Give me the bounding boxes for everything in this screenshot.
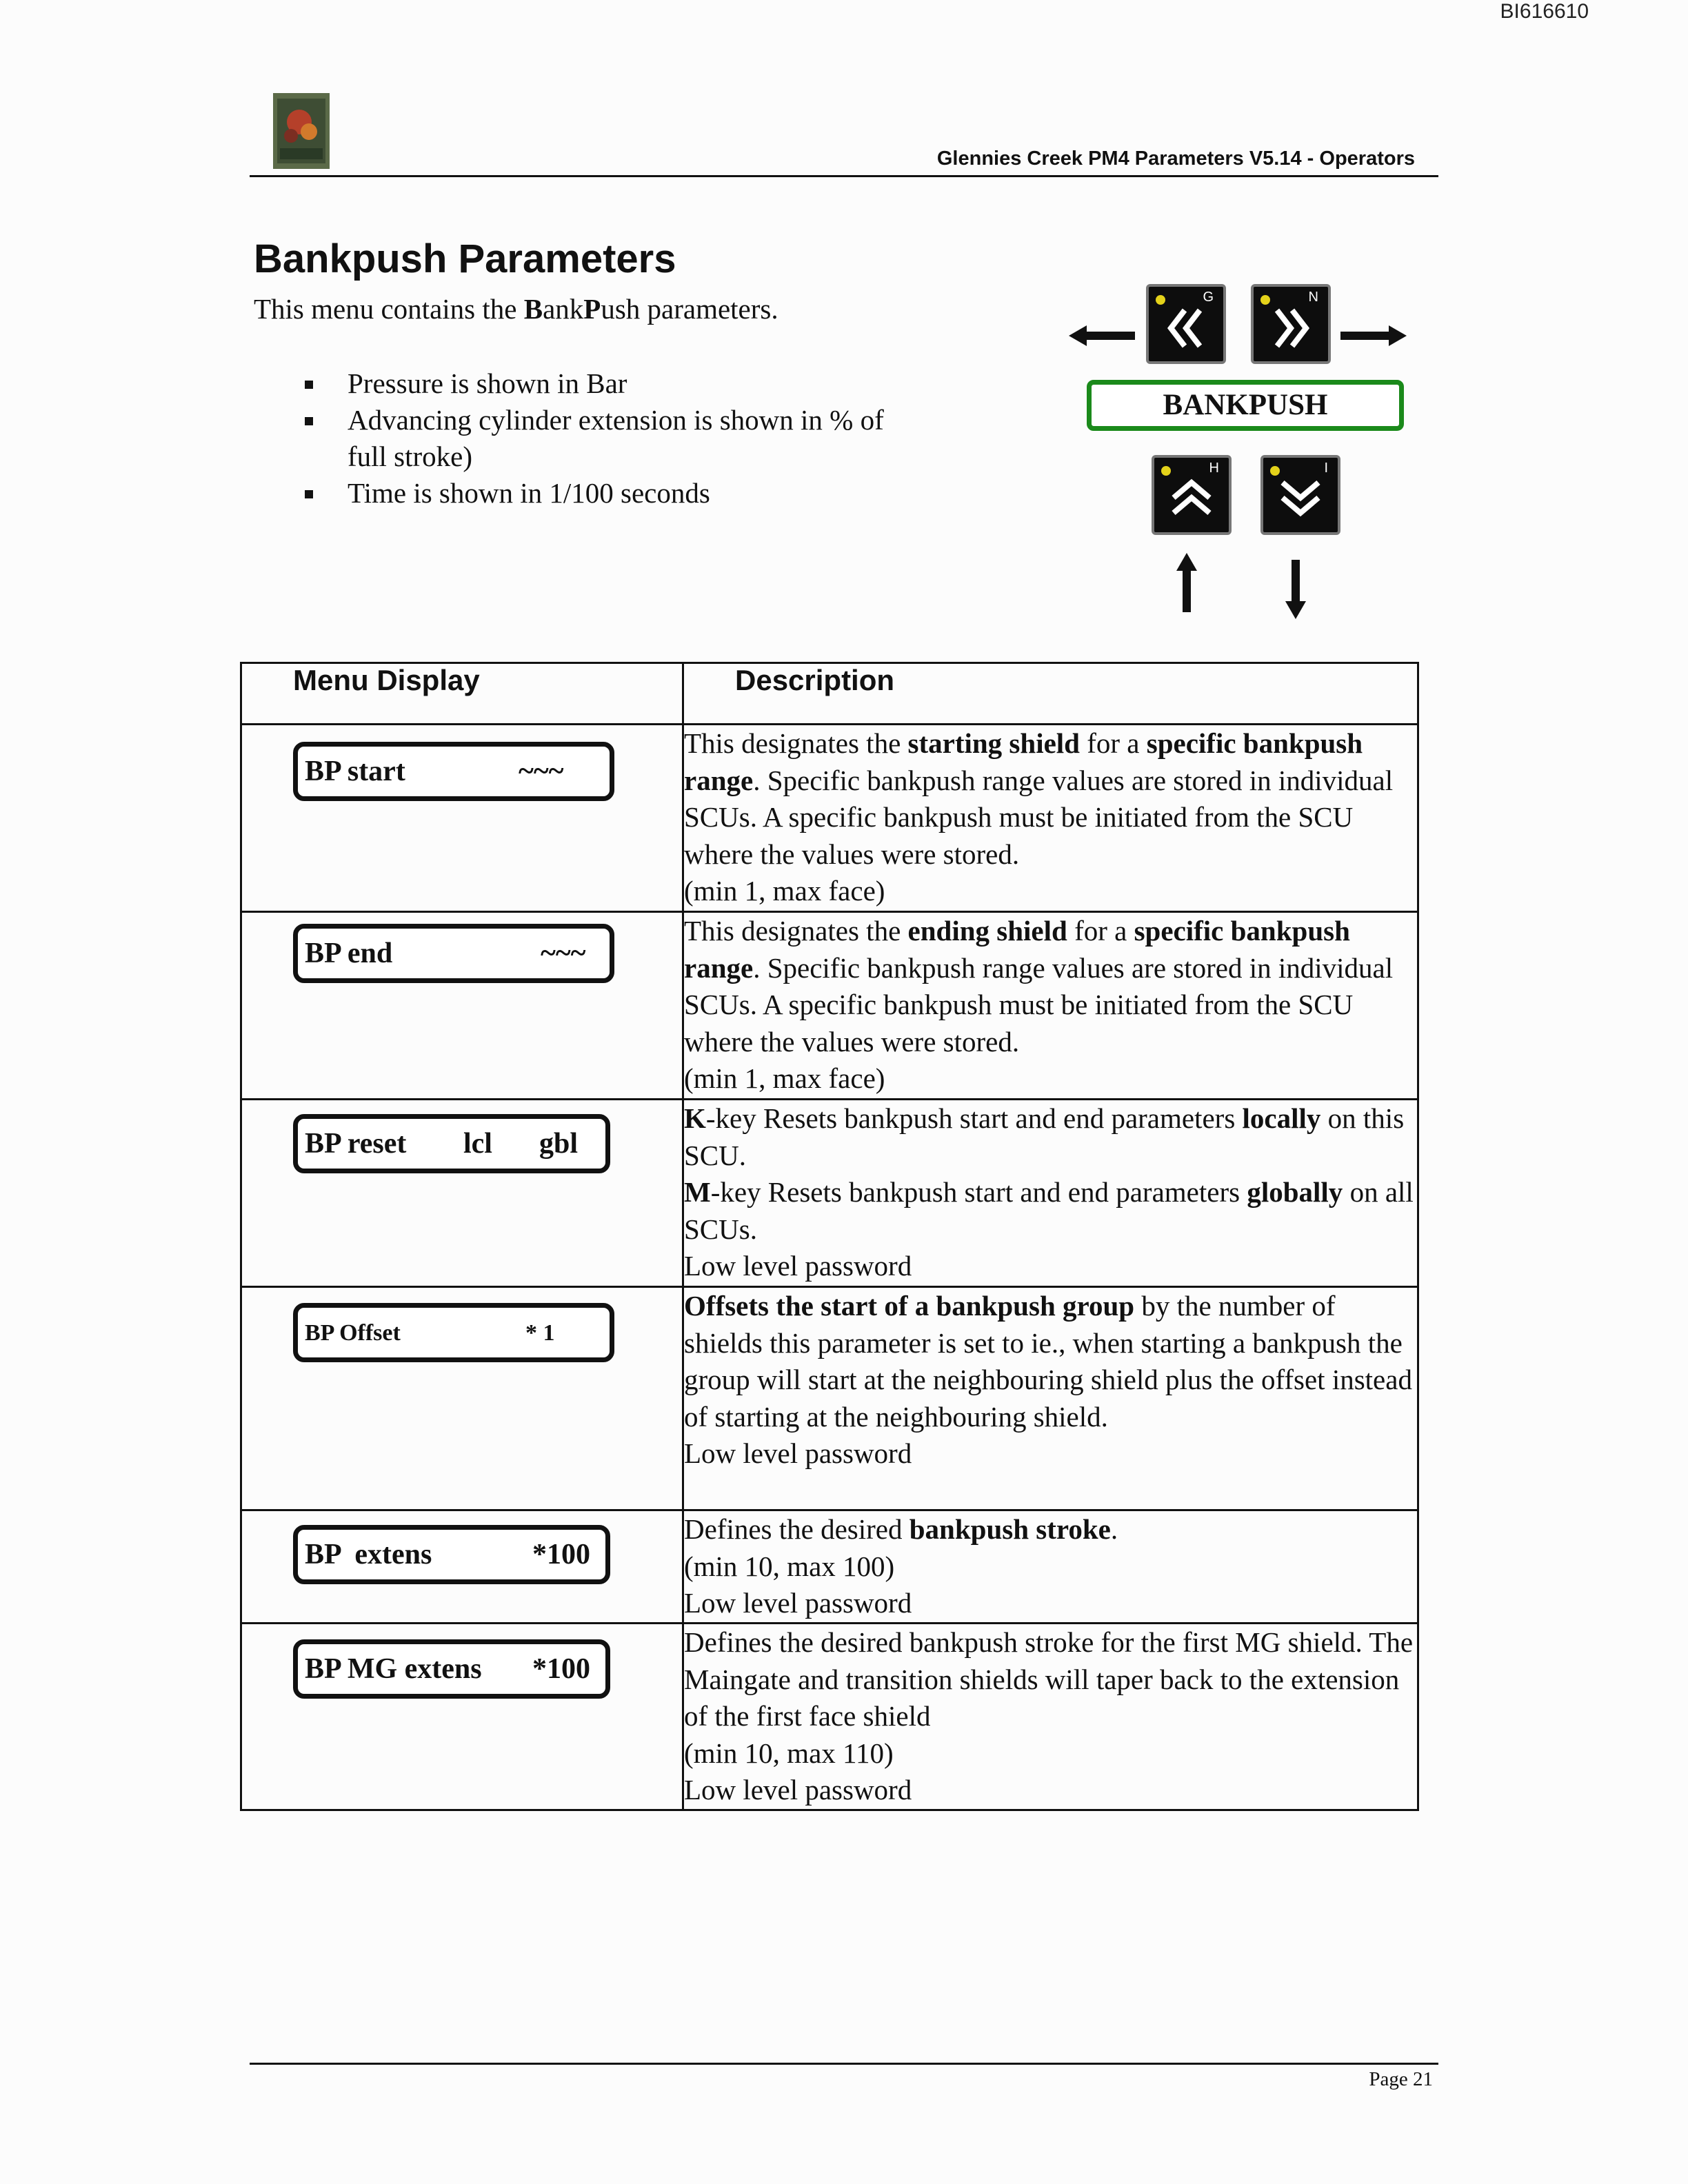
description-text: (min 10, max 100) [684,1550,895,1582]
description-text: . [1110,1513,1118,1545]
description-text: (min 1, max face) [684,1062,885,1094]
description-text: . Specific bankpush range values are stored in individual SCUs. A specific bankpush must be initiated from the SCU where the values were stored. [684,764,1394,870]
menu-display-cell [241,725,683,912]
lcd-parameter-name: BP extens [305,1539,432,1570]
key-down-button[interactable] [1260,455,1340,535]
column-header-menu-display: Menu Display [241,663,683,725]
description-text: Defines the desired [684,1513,910,1545]
table-row [241,1100,1418,1287]
description-cell [683,1510,1418,1624]
description-text: Low level password [684,1774,912,1806]
menu-display-cell [241,1624,683,1810]
list-item: Pressure is shown in Bar [301,365,894,402]
emphasis-text: bankpush stroke [909,1513,1111,1545]
lcd-display [293,924,614,983]
description-cell [683,1287,1418,1510]
lcd-value: * 1 [525,1320,555,1346]
key-letter: I [1324,461,1328,476]
emphasis-text: locally [1242,1102,1321,1134]
emphasis-text: starting shield [907,727,1080,759]
description-text: Low level password [684,1437,912,1469]
emphasis-text: Offsets the start of a bankpush group [684,1290,1135,1322]
description-text: This designates the [684,727,908,759]
column-header-description: Description [683,663,1418,725]
lcd-display [293,742,614,801]
list-item: Advancing cylinder extension is shown in % of full stroke) [301,402,894,475]
menu-display-cell [241,1510,683,1624]
description-text: (min 10, max 110) [684,1737,894,1769]
list-item: Time is shown in 1/100 seconds [301,475,894,512]
lcd-value: ~~~ [519,756,564,787]
description-text: for a [1067,915,1134,947]
page-number: Page 21 [1369,2068,1433,2090]
lcd-option-global: gbl [539,1128,579,1160]
table-row [241,1510,1418,1624]
header-title: Glennies Creek PM4 Parameters V5.14 - Operators [936,148,1415,170]
double-chevron-down-icon [1276,473,1325,523]
emphasis-text: specific bankpush range [684,727,1363,796]
lcd-parameter-name: BP start [305,756,405,787]
lcd-display [293,1114,610,1173]
key-letter: H [1209,461,1219,476]
description-text: for a [1079,727,1147,759]
lcd-display [293,1303,614,1362]
lcd-parameter-name: BP MG extens [305,1653,482,1685]
emphasis-text: specific bankpush range [684,915,1350,984]
description-text: -key Resets bankpush start and end parameters [710,1176,1247,1208]
description-text: on all SCUs. [684,1176,1414,1245]
company-logo [273,93,330,169]
description-text: This designates the [684,915,908,947]
arrow-left-icon [1069,324,1135,347]
description-text: Low level password [684,1587,912,1619]
parameters-table [240,662,1419,1811]
lcd-parameter-name: BP end [305,938,393,969]
lcd-value: *100 [532,1653,590,1685]
description-cell [683,1624,1418,1810]
arrow-up-icon [1175,553,1198,612]
description-text: Defines the desired bankpush stroke for the first MG shield. The Maingate and transition shields will taper back to the extension of the first face shield [684,1626,1414,1732]
description-text: by the number of shields this parameter is set to ie., when starting a bankpush the group will start at the neighbouring shield plus the offset instead of starting at the neighbouring shield. [684,1290,1412,1433]
arrow-right-icon [1340,324,1407,347]
key-letter: G [1203,290,1214,305]
menu-display-cell [241,1287,683,1510]
header-divider [250,175,1438,177]
description-text: (min 1, max face) [684,875,885,907]
double-chevron-left-icon [1161,302,1211,352]
lcd-parameter-name: BP reset [305,1128,407,1160]
description-text: . Specific bankpush range values are stored in individual SCUs. A specific bankpush must be initiated from the SCU where the values were stored. [684,951,1394,1058]
double-chevron-right-icon [1266,302,1316,352]
menu-display-cell [241,1100,683,1287]
description-cell [683,725,1418,912]
description-text: on this SCU. [684,1102,1405,1171]
lcd-value: ~~~ [541,938,586,969]
table-row [241,1287,1418,1510]
document-id: BI616610 [1500,0,1589,23]
table-row [241,1624,1418,1810]
lcd-value: *100 [532,1539,590,1570]
key-right-button[interactable] [1251,284,1331,364]
lcd-option-local: lcl [463,1128,492,1160]
intro-text: This menu contains the BankPush parameters. [254,293,778,325]
description-text: -key Resets bankpush start and end parameters [705,1102,1243,1134]
notes-list [301,365,894,512]
table-row [241,725,1418,912]
emphasis-text: globally [1247,1176,1343,1208]
lcd-display [293,1525,610,1584]
description-text: Low level password [684,1250,912,1282]
description-cell [683,912,1418,1100]
description-cell [683,1100,1418,1287]
double-chevron-up-icon [1167,473,1216,523]
table-row [241,912,1418,1100]
menu-display-cell [241,912,683,1100]
lcd-parameter-name: BP Offset [305,1320,401,1346]
key-left-button[interactable] [1146,284,1226,364]
emphasis-text: K [684,1102,706,1134]
table-header-row [241,663,1418,725]
arrow-down-icon [1284,560,1307,619]
footer-divider [250,2063,1438,2065]
key-letter: N [1308,290,1318,305]
bankpush-menu-label: BANKPUSH [1087,380,1404,431]
lcd-display [293,1639,610,1699]
page-title: Bankpush Parameters [254,236,676,281]
key-up-button[interactable] [1152,455,1232,535]
emphasis-text: ending shield [907,915,1067,947]
emphasis-text: M [684,1176,711,1208]
